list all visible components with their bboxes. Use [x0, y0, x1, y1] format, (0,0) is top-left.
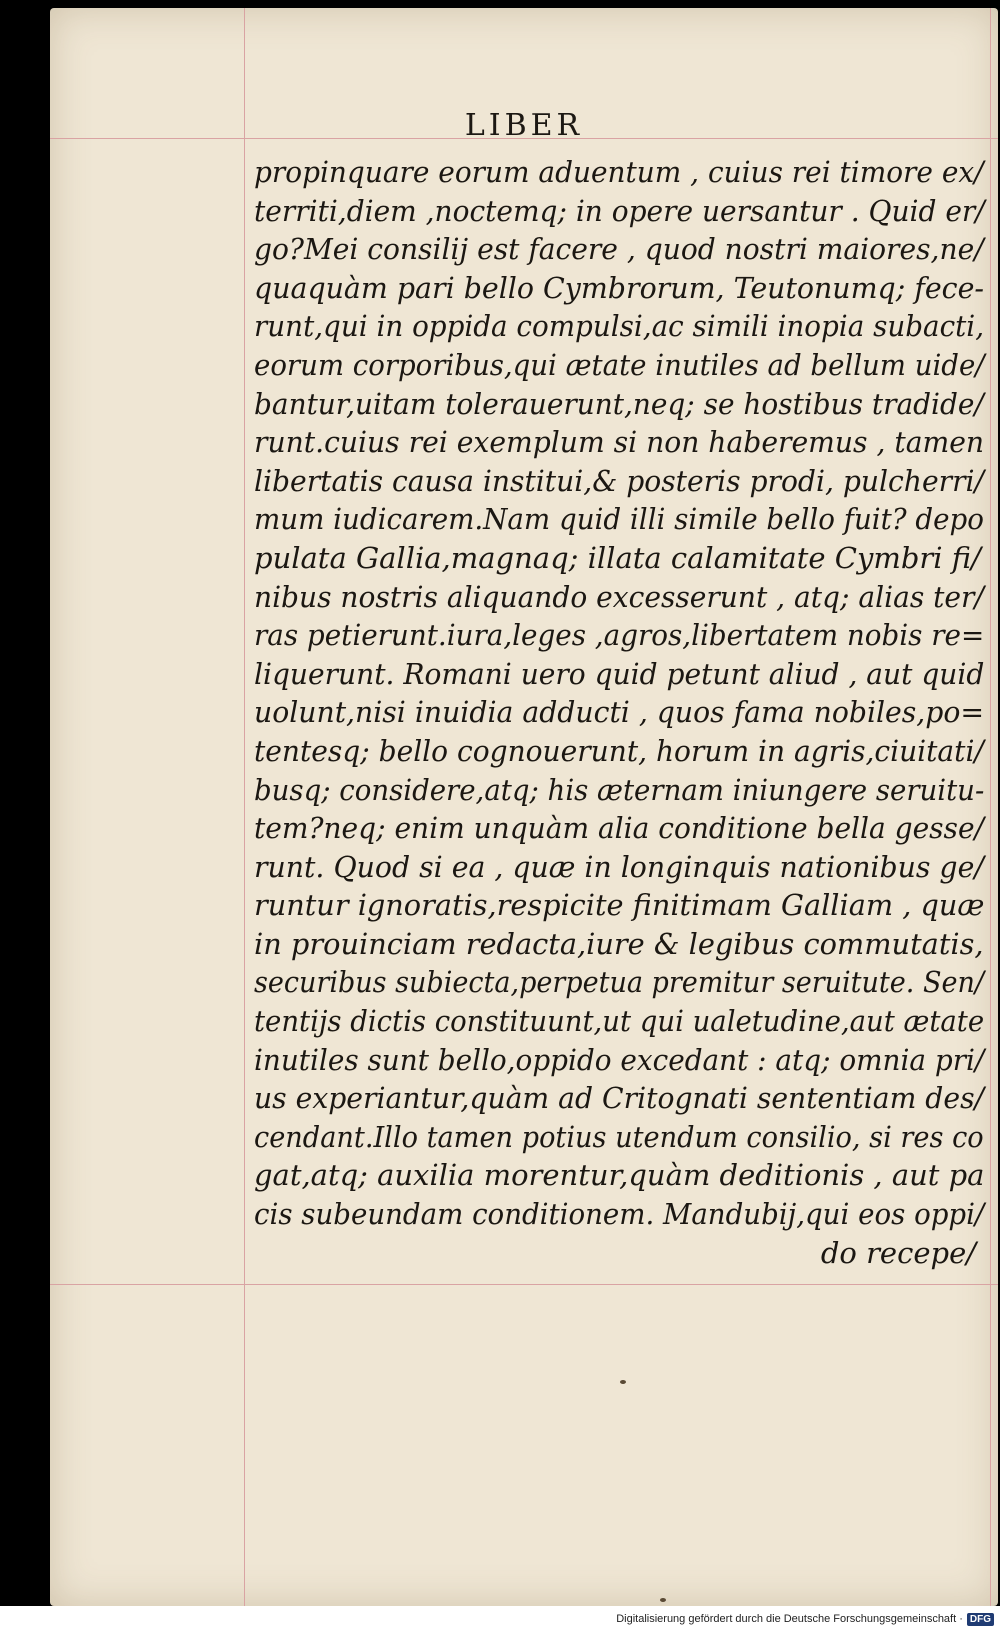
text-line: bantur,uitam tolerauerunt,neq; se hostibus tradide/	[254, 386, 984, 421]
footer-credit: Digitalisierung gefördert durch die Deutsche Forschungsgemeinschaft ·	[616, 1613, 963, 1625]
text-line: tem?neq; enim unquàm alia conditione bella gesse/	[254, 811, 984, 846]
text-line: quaquàm pari bello Cymbrorum, Teutonumq; fece-	[254, 270, 985, 305]
text-line: runt.cuius rei exemplum si non haberemus , tamen	[254, 425, 985, 460]
text-line: busq; considere,atq; his æternam iniungere seruitu-	[254, 772, 985, 807]
text-line: go?Mei consilij est facere , quod nostri maiores,ne/	[254, 232, 984, 267]
text-line: territi,diem ,noctemq; in opere uersantur . Quid er/	[254, 193, 985, 228]
dfg-logo: DFG	[967, 1613, 994, 1626]
text-line: cendant.Illo tamen potius utendum consilio, si res co	[254, 1119, 984, 1154]
text-line: runt,qui in oppida compulsi,ac simili inopia subacti,	[254, 309, 985, 344]
text-line: nibus nostris aliquando excesserunt , atq; alias ter/	[254, 579, 984, 614]
catchword: do recepe/	[820, 1235, 976, 1270]
text-line: tentijs dictis constituunt,ut qui ualetudine,aut ætate	[254, 1004, 985, 1039]
text-line: liquerunt. Romani uero quid petunt aliud , aut quid	[254, 656, 985, 691]
text-line: pulata Gallia,magnaq; illata calamitate Cymbri fi/	[254, 540, 981, 575]
digitization-footer	[0, 1606, 1000, 1632]
text-line: runtur ignoratis,respicite finitimam Galliam , quæ	[254, 888, 985, 923]
margin-rule-bottom	[50, 1284, 998, 1285]
margin-rule-right	[990, 8, 991, 1606]
text-line: mum iudicarem.Nam quid illi simile bello fuit? depo	[254, 502, 984, 537]
text-line: gat,atq; auxilia morentur,quàm deditionis , aut pa	[254, 1158, 985, 1193]
text-block	[254, 153, 984, 1272]
book-page	[50, 8, 998, 1606]
text-line: uolunt,nisi inuidia adducti , quos fama nobiles,po=	[254, 695, 985, 730]
text-line: propinquare eorum aduentum , cuius rei timore ex/	[254, 155, 984, 189]
text-line: eorum corporibus,qui ætate inutiles ad bellum uide/	[254, 347, 985, 382]
text-line: libertatis causa institui,& posteris prodi, pulcherri/	[254, 463, 985, 498]
text-line: runt. Quod si ea , quæ in longinquis nationibus ge/	[254, 849, 984, 884]
text-line: securibus subiecta,perpetua premitur seruitute. Sen/	[254, 965, 985, 1000]
running-head: LIBER	[464, 108, 584, 143]
text-line: us experiantur,quàm ad Critognati sententiam des/	[254, 1081, 985, 1116]
paper-speck	[620, 1380, 626, 1384]
text-line: ras petierunt.iura,leges ,agros,libertatem nobis re=	[254, 618, 985, 653]
text-line: cis subeundam conditionem. Mandubij,qui eos oppi/	[254, 1197, 985, 1232]
text-line: inutiles sunt bello,oppido excedant : atq; omnia pri/	[254, 1042, 985, 1077]
text-line: in prouinciam redacta,iure & legibus commutatis,	[254, 926, 984, 961]
paper-speck	[660, 1598, 666, 1602]
margin-rule-left	[244, 8, 245, 1606]
text-line: tentesq; bello cognouerunt, horum in agris,ciuitati/	[254, 733, 984, 768]
